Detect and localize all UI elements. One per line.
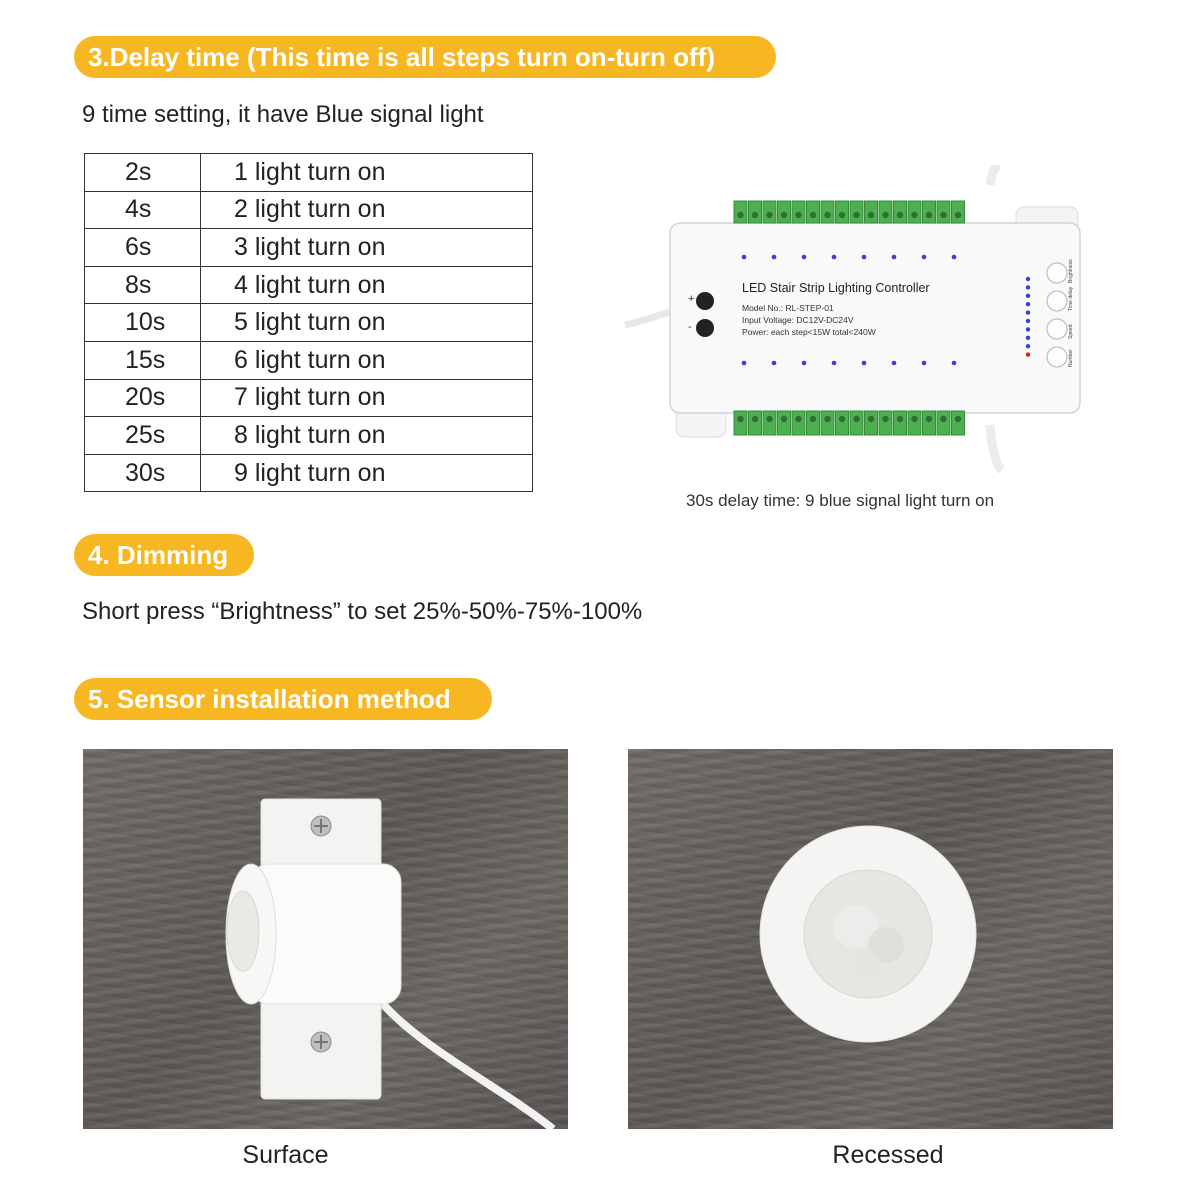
- recessed-label: Recessed: [832, 1141, 944, 1169]
- recessed-sensor-photo: [628, 749, 1113, 1129]
- led-dot: [922, 361, 927, 366]
- terminal-bottom: [836, 411, 849, 435]
- power-socket-plus: [696, 292, 714, 310]
- led-dot: [892, 361, 897, 366]
- delay-time-cell: 30s: [85, 454, 201, 492]
- controller-body: [670, 223, 1080, 413]
- top-cable: [990, 165, 1000, 185]
- controller-button: [1047, 263, 1067, 283]
- controller-title: LED Stair Strip Lighting Controller: [742, 281, 930, 295]
- light-count-cell: 4 light turn on: [201, 266, 533, 304]
- led-dot: [802, 361, 807, 366]
- led-dot: [892, 255, 897, 260]
- terminal-bottom: [937, 411, 950, 435]
- table-row: [85, 229, 533, 267]
- terminal-bottom: [908, 411, 921, 435]
- table-row: [85, 454, 533, 492]
- delay-time-cell: 8s: [85, 266, 201, 304]
- delay-time-table: [84, 153, 533, 492]
- controller-button: [1047, 347, 1067, 367]
- light-count-cell: 6 light turn on: [201, 341, 533, 379]
- controller-model: Model No.: RL-STEP-01: [742, 303, 834, 313]
- table-row: [85, 379, 533, 417]
- table-row: [85, 154, 533, 192]
- led-dot: [832, 255, 837, 260]
- terminal-bottom: [894, 411, 907, 435]
- sensor-cable: [383, 1004, 553, 1129]
- delay-time-cell: 25s: [85, 417, 201, 455]
- controller-button-label: Brightness: [1068, 259, 1074, 283]
- signal-light-blue: [1026, 294, 1030, 298]
- led-dot: [742, 361, 747, 366]
- terminal-bottom: [792, 411, 805, 435]
- surface-sensor-illustration: [83, 749, 568, 1129]
- delay-time-cell: 4s: [85, 191, 201, 229]
- light-count-cell: 7 light turn on: [201, 379, 533, 417]
- terminal-bottom: [821, 411, 834, 435]
- led-dot: [922, 255, 927, 260]
- signal-light-blue: [1026, 327, 1030, 331]
- terminal-bottom: [763, 411, 776, 435]
- led-dot: [802, 255, 807, 260]
- led-dot: [772, 361, 777, 366]
- terminal-bottom: [807, 411, 820, 435]
- signal-light-blue: [1026, 285, 1030, 289]
- delay-time-cell: 10s: [85, 304, 201, 342]
- led-dot: [862, 255, 867, 260]
- table-row: [85, 191, 533, 229]
- controller-image: [610, 165, 1110, 475]
- delay-time-cell: 2s: [85, 154, 201, 192]
- led-dot: [952, 255, 957, 260]
- controller-button-label: Time delay: [1068, 286, 1074, 311]
- delay-intro-text: 9 time setting, it have Blue signal light: [82, 101, 484, 128]
- terminal-strip-bottom: [734, 411, 965, 435]
- dimming-text: Short press “Brightness” to set 25%-50%-75%-100%: [82, 598, 643, 625]
- plus-label: +: [688, 293, 695, 305]
- signal-light-blue: [1026, 302, 1030, 306]
- minus-label: -: [688, 321, 692, 333]
- table-row: [85, 304, 533, 342]
- terminal-bottom: [879, 411, 892, 435]
- section-3-heading: [74, 36, 776, 78]
- controller-caption: 30s delay time: 9 blue signal light turn on: [686, 491, 995, 510]
- led-dot: [772, 255, 777, 260]
- light-count-cell: 3 light turn on: [201, 229, 533, 267]
- recessed-sensor-illustration: [628, 749, 1113, 1129]
- table-row: [85, 341, 533, 379]
- terminal-bottom: [734, 411, 747, 435]
- power-socket-minus: [696, 319, 714, 337]
- light-count-cell: 5 light turn on: [201, 304, 533, 342]
- signal-light-blue: [1026, 336, 1030, 340]
- led-dot: [832, 361, 837, 366]
- surface-sensor-photo: [83, 749, 568, 1129]
- surface-label: Surface: [242, 1141, 329, 1169]
- light-count-cell: 1 light turn on: [201, 154, 533, 192]
- section-5-heading-text: 5. Sensor installation method: [88, 684, 451, 714]
- signal-light-blue: [1026, 310, 1030, 314]
- delay-time-cell: 15s: [85, 341, 201, 379]
- controller-power: Power: each step<15W total<240W: [742, 327, 876, 337]
- terminal-bottom: [865, 411, 878, 435]
- signal-light-blue: [1026, 277, 1030, 281]
- bottom-cable: [990, 425, 1002, 470]
- signal-light-blue: [1026, 319, 1030, 323]
- led-dot: [952, 361, 957, 366]
- terminal-strip-top: [734, 201, 965, 223]
- controller-voltage: Input Voltage: DC12V-DC24V: [742, 315, 854, 325]
- light-count-cell: 9 light turn on: [201, 454, 533, 492]
- section-5-heading: [74, 678, 492, 720]
- delay-time-cell: 6s: [85, 229, 201, 267]
- controller-button-label: Number: [1068, 349, 1074, 367]
- led-dot: [742, 255, 747, 260]
- controller-button-label: Speed: [1068, 324, 1074, 339]
- section-4-heading: [74, 534, 254, 576]
- terminal-bottom: [923, 411, 936, 435]
- section-3-heading-text: 3.Delay time (This time is all steps turn on-turn off): [88, 42, 715, 72]
- terminal-bottom: [850, 411, 863, 435]
- delay-time-cell: 20s: [85, 379, 201, 417]
- terminal-bottom: [749, 411, 762, 435]
- table-row: [85, 266, 533, 304]
- pir-lens: [227, 891, 259, 971]
- light-count-cell: 2 light turn on: [201, 191, 533, 229]
- signal-light-red: [1026, 352, 1030, 356]
- signal-light-blue: [1026, 344, 1030, 348]
- controller-button: [1047, 291, 1067, 311]
- light-count-cell: 8 light turn on: [201, 417, 533, 455]
- terminal-bottom: [778, 411, 791, 435]
- led-dot: [862, 361, 867, 366]
- terminal-bottom: [952, 411, 965, 435]
- section-4-heading-text: 4. Dimming: [88, 540, 229, 570]
- controller-button: [1047, 319, 1067, 339]
- table-row: [85, 417, 533, 455]
